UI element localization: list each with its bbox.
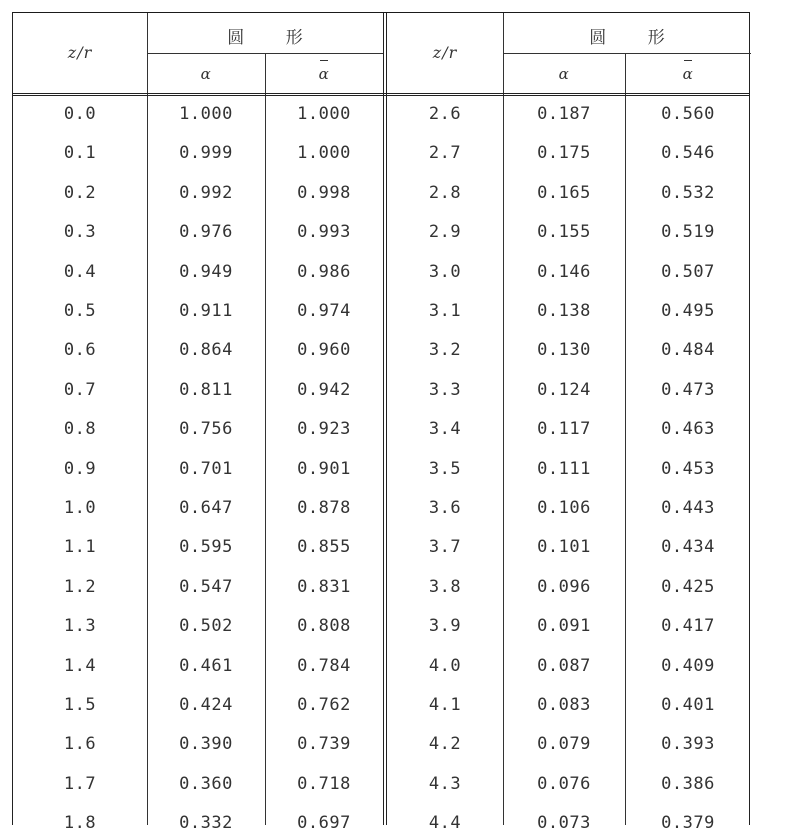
alpha-bar-cell: 0.443 [661,498,715,518]
alpha-cell: 0.547 [179,576,233,597]
alpha-cell: 0.175 [537,143,591,164]
alpha-bar-cell: 0.401 [661,695,715,715]
alpha-bar-cell: 0.425 [661,576,715,597]
alpha-cell: 0.911 [179,301,233,321]
alpha-cell: 0.756 [179,419,233,440]
alpha-cell: 0.083 [537,695,591,715]
alpha-bar-cell: 0.901 [297,458,351,479]
header-alpha-right: α [558,65,570,83]
alpha-cell: 0.424 [179,695,233,715]
alpha-cell: 0.647 [179,498,233,518]
alpha-cell: 0.390 [179,734,233,755]
alpha-cell: 0.999 [179,143,233,164]
zr-cell: 0.2 [63,182,97,203]
zr-cell: 4.2 [428,734,462,755]
alpha-cell: 0.106 [537,498,591,518]
alpha-cell: 0.165 [537,182,591,203]
zr-cell: 3.4 [428,419,462,440]
alpha-bar-cell: 0.697 [297,813,351,833]
header-shape-left: 圆 形 [227,28,321,48]
alpha-cell: 0.087 [537,655,591,676]
alpha-bar-cell: 0.855 [297,537,351,558]
alpha-cell: 0.111 [537,458,591,479]
zr-cell: 3.3 [428,379,462,400]
zr-cell: 3.5 [428,458,462,479]
zr-cell: 0.8 [63,419,97,440]
header-shape-right: 圆 形 [589,28,683,48]
alpha-bar-cell: 0.942 [297,379,351,400]
alpha-bar-cell: 0.986 [297,261,351,282]
alpha-cell: 0.595 [179,537,233,558]
alpha-bar-cell: 0.998 [297,182,351,203]
alpha-bar-cell: 0.831 [297,576,351,597]
zr-cell: 3.8 [428,576,462,597]
alpha-bar-cell: 0.923 [297,419,351,440]
header-zr-left: z/r [67,43,93,62]
alpha-cell: 0.138 [537,301,591,321]
alpha-cell: 0.130 [537,340,591,361]
header-zr-right: z/r [432,43,458,62]
zr-cell: 3.2 [428,340,462,361]
alpha-bar-cell: 0.409 [661,655,715,676]
zr-cell: 0.9 [63,458,97,479]
alpha-cell: 0.091 [537,616,591,637]
alpha-bar-cell: 0.560 [661,104,715,124]
alpha-cell: 0.096 [537,576,591,597]
alpha-cell: 0.502 [179,616,233,637]
alpha-cell: 0.332 [179,813,233,833]
zr-cell: 3.7 [428,537,462,558]
alpha-bar-cell: 0.507 [661,261,715,282]
alpha-bar-cell: 1.000 [297,143,351,164]
alpha-cell: 0.976 [179,222,233,243]
alpha-bar-cell: 0.434 [661,537,715,558]
zr-cell: 1.1 [63,537,97,558]
alpha-cell: 1.000 [179,104,233,124]
zr-cell: 0.1 [63,143,97,164]
alpha-cell: 0.079 [537,734,591,755]
alpha-bar-cell: 0.386 [661,773,715,794]
alpha-cell: 0.949 [179,261,233,282]
alpha-bar-symbol: α [318,65,330,83]
coefficient-table [12,12,750,833]
alpha-bar-cell: 0.718 [297,773,351,794]
alpha-cell: 0.124 [537,379,591,400]
alpha-cell: 0.101 [537,537,591,558]
zr-cell: 4.0 [428,655,462,676]
alpha-cell: 0.461 [179,655,233,676]
zr-cell: 2.6 [428,104,462,124]
zr-cell: 3.6 [428,498,462,518]
alpha-bar-cell: 0.878 [297,498,351,518]
alpha-cell: 0.187 [537,104,591,124]
zr-cell: 4.3 [428,773,462,794]
zr-cell: 2.8 [428,182,462,203]
zr-cell: 3.1 [428,301,462,321]
alpha-cell: 0.073 [537,813,591,833]
header-alpha-bar-left [265,65,383,83]
alpha-bar-cell: 0.495 [661,301,715,321]
alpha-bar-cell: 0.393 [661,734,715,755]
zr-cell: 1.0 [63,498,97,518]
header-double-rule [13,93,749,96]
zr-cell: 1.2 [63,576,97,597]
alpha-bar-cell: 0.379 [661,813,715,833]
alpha-bar-cell: 0.784 [297,655,351,676]
alpha-cell: 0.811 [179,379,233,400]
zr-cell: 0.7 [63,379,97,400]
alpha-bar-cell: 0.974 [297,301,351,321]
zr-cell: 1.5 [63,695,97,715]
zr-cell: 0.4 [63,261,97,282]
alpha-bar-cell: 0.463 [661,419,715,440]
zr-cell: 0.0 [63,104,97,124]
header-alpha-left: α [200,65,212,83]
zr-cell: 4.1 [428,695,462,715]
alpha-cell: 0.360 [179,773,233,794]
alpha-bar-cell: 0.473 [661,379,715,400]
alpha-bar-cell: 0.546 [661,143,715,164]
zr-cell: 3.0 [428,261,462,282]
alpha-cell: 0.992 [179,182,233,203]
zr-cell: 2.9 [428,222,462,243]
alpha-bar-cell: 1.000 [297,104,351,124]
alpha-bar-cell: 0.762 [297,695,351,715]
zr-cell: 0.6 [63,340,97,361]
zr-cell: 1.3 [63,616,97,637]
zr-cell: 1.7 [63,773,97,794]
alpha-bar-cell: 0.993 [297,222,351,243]
alpha-bar-cell: 0.739 [297,734,351,755]
alpha-bar-cell: 0.519 [661,222,715,243]
alpha-cell: 0.864 [179,340,233,361]
alpha-cell: 0.155 [537,222,591,243]
alpha-bar-cell: 0.453 [661,458,715,479]
alpha-bar-cell: 0.484 [661,340,715,361]
zr-cell: 3.9 [428,616,462,637]
zr-cell: 1.6 [63,734,97,755]
alpha-cell: 0.076 [537,773,591,794]
zr-cell: 1.4 [63,655,97,676]
alpha-bar-symbol: α [682,65,694,83]
alpha-bar-cell: 0.808 [297,616,351,637]
zr-cell: 0.5 [63,301,97,321]
header-alpha-bar-right [625,65,751,83]
zr-cell: 2.7 [428,143,462,164]
alpha-cell: 0.701 [179,458,233,479]
zr-cell: 0.3 [63,222,97,243]
alpha-cell: 0.117 [537,419,591,440]
alpha-bar-cell: 0.417 [661,616,715,637]
header-subrule [503,53,751,54]
alpha-bar-cell: 0.532 [661,182,715,203]
zr-cell: 1.8 [63,813,97,833]
zr-cell: 4.4 [428,813,462,833]
alpha-cell: 0.146 [537,261,591,282]
alpha-bar-cell: 0.960 [297,340,351,361]
header-subrule [147,53,383,54]
